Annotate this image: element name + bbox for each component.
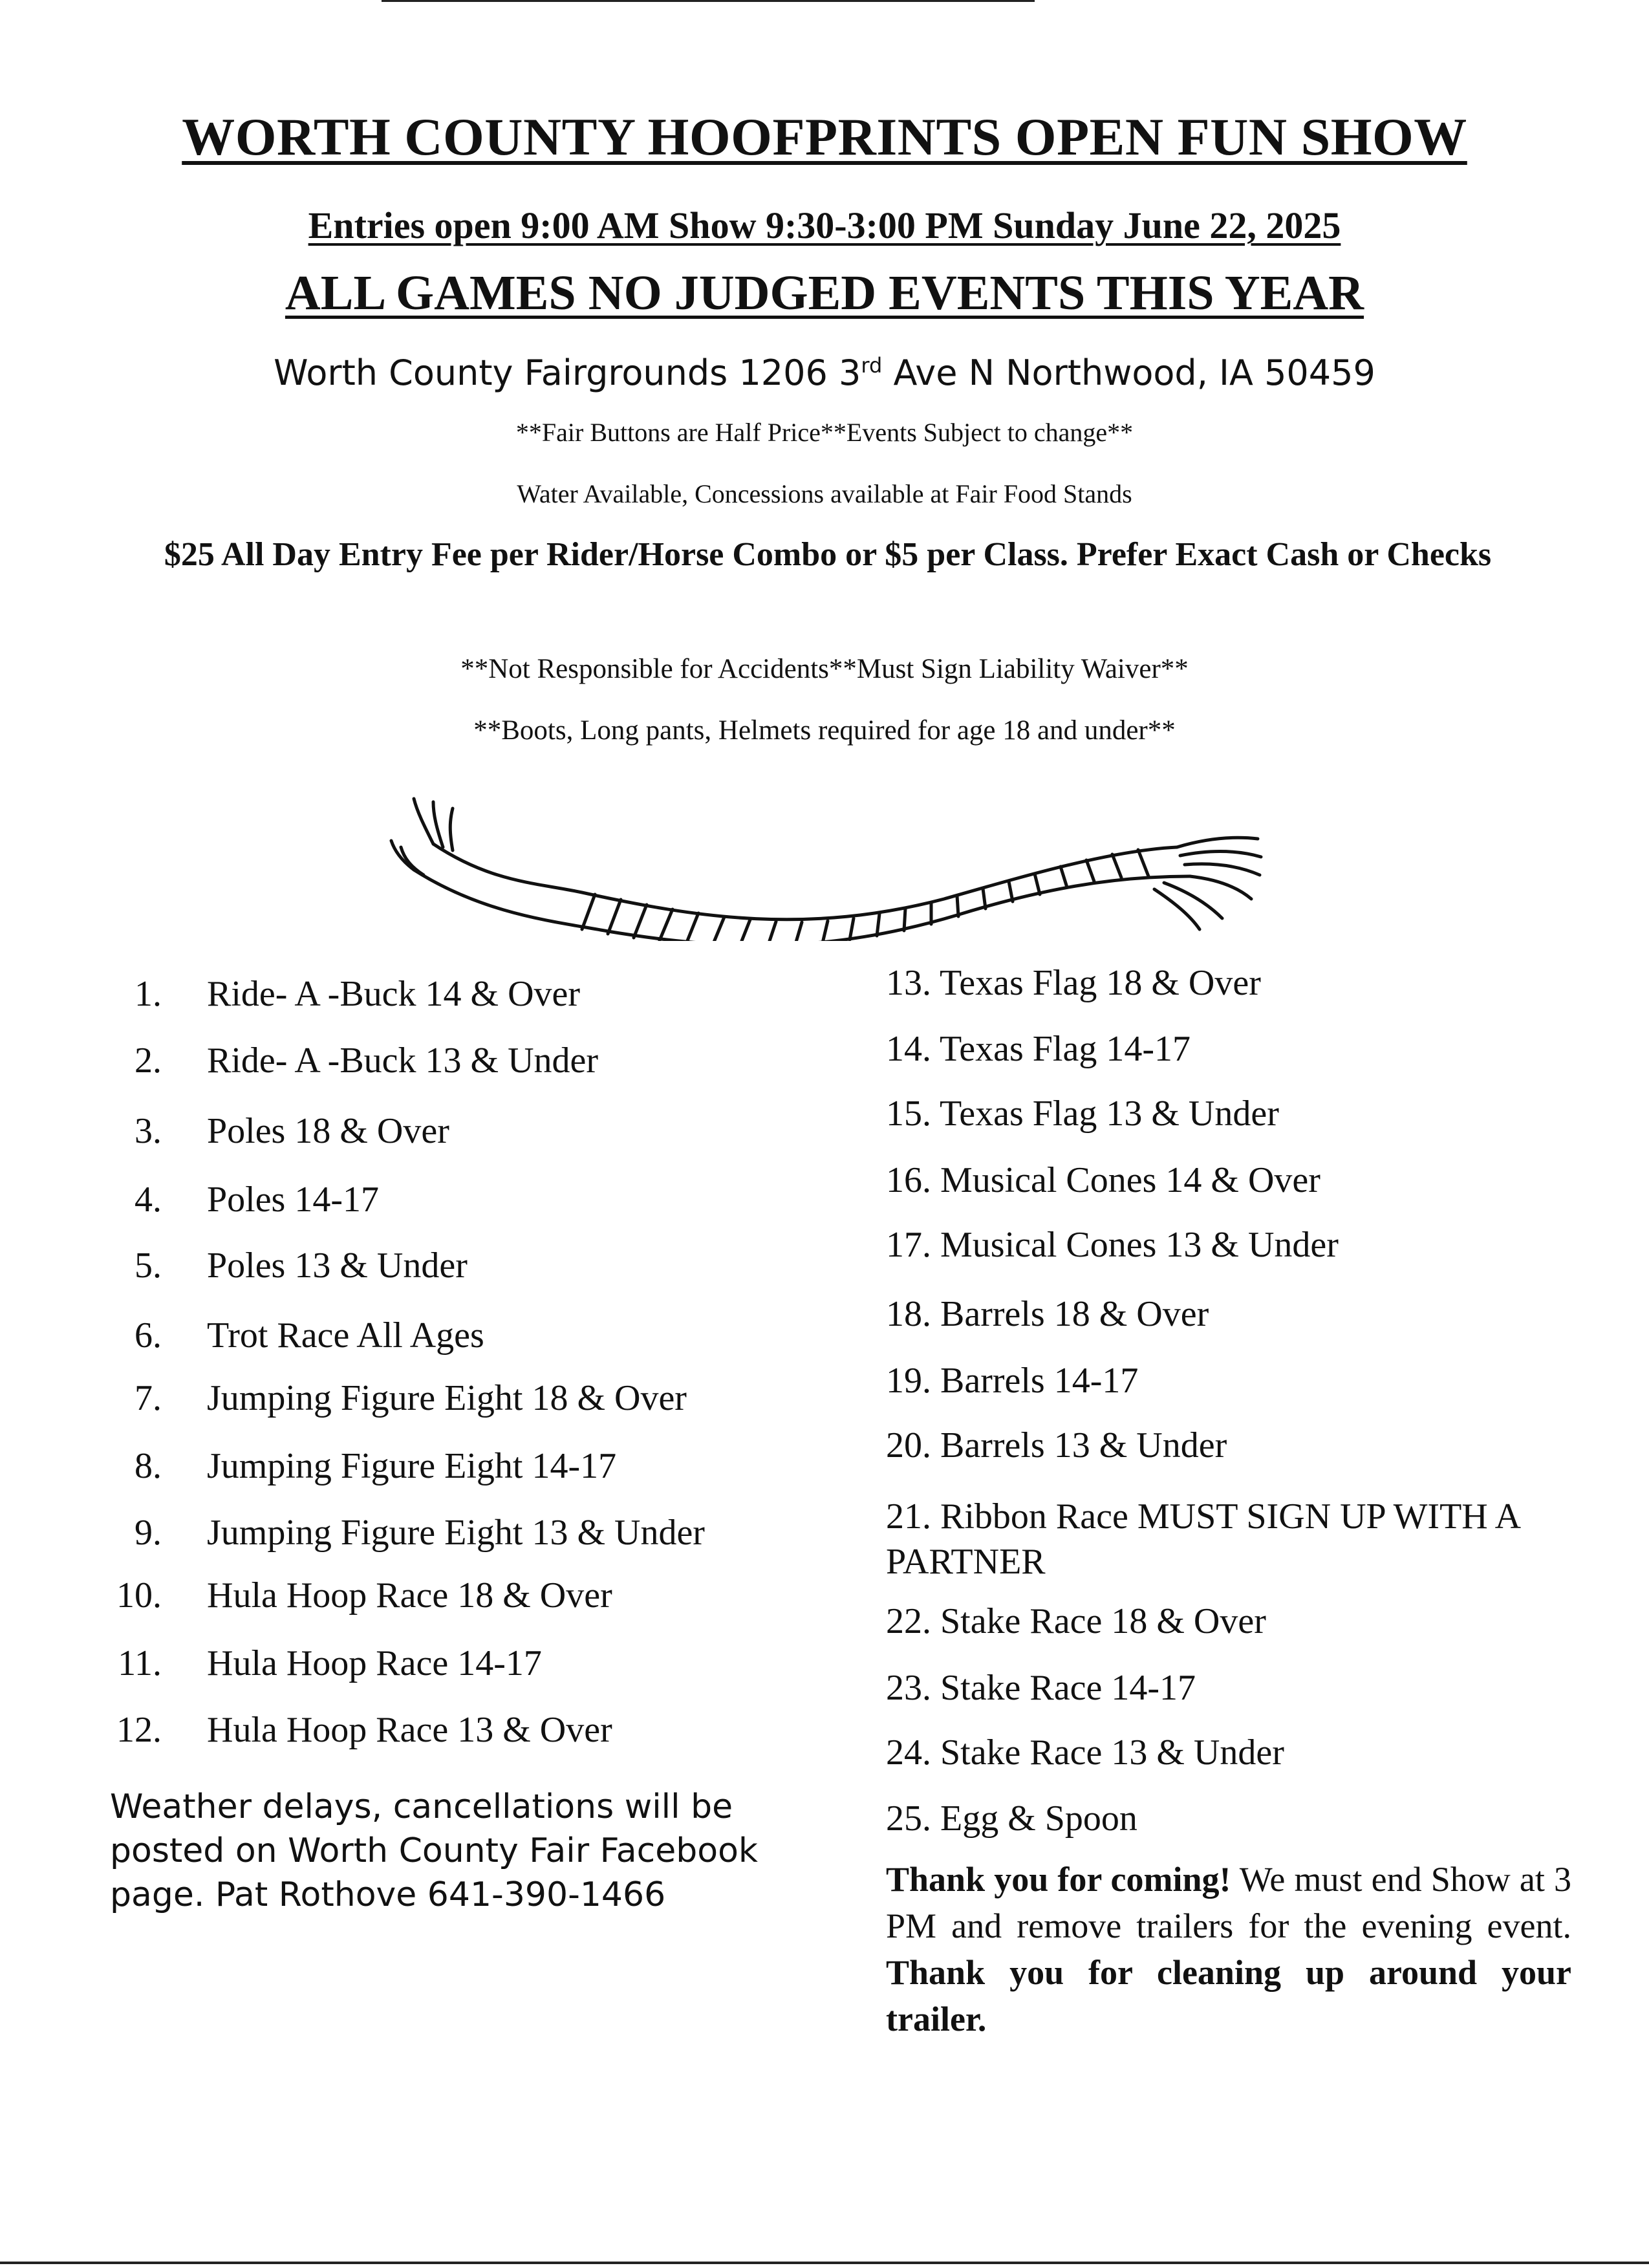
list-item: 25. Egg & Spoon bbox=[886, 1798, 1137, 1839]
closing-note bbox=[886, 1856, 1571, 2042]
list-item: 19. Barrels 14-17 bbox=[886, 1361, 1139, 1401]
event-number: 11. bbox=[118, 1643, 162, 1683]
list-item: 15. Texas Flag 13 & Under bbox=[886, 1094, 1279, 1134]
list-item: 20. Barrels 13 & Under bbox=[886, 1425, 1227, 1465]
event-name: Ride- A -Buck 13 & Under bbox=[207, 1041, 599, 1081]
closing-text: We must end Show at 3 PM and remove trailers for the evening event. bbox=[886, 1860, 1572, 1945]
event-number: 12. bbox=[116, 1710, 162, 1750]
event-name: Jumping Figure Eight 18 & Over bbox=[207, 1378, 687, 1418]
water-note: Water Available, Concessions available at Fair Food Stands bbox=[517, 479, 1132, 508]
event-number: 9. bbox=[135, 1513, 162, 1553]
event-number: 10. bbox=[116, 1575, 162, 1615]
rope-divider-icon bbox=[388, 786, 1267, 941]
event-name: Jumping Figure Eight 13 & Under bbox=[207, 1513, 705, 1553]
list-item: 22. Stake Race 18 & Over bbox=[886, 1601, 1266, 1641]
attire-warning: **Boots, Long pants, Helmets required for age 18 and under** bbox=[473, 715, 1176, 746]
event-name: Poles 18 & Over bbox=[207, 1111, 449, 1151]
event-number: 7. bbox=[135, 1378, 162, 1418]
list-item: 18. Barrels 18 & Over bbox=[886, 1294, 1209, 1334]
list-item: 17. Musical Cones 13 & Under bbox=[886, 1225, 1339, 1265]
event-name: Poles 13 & Under bbox=[207, 1246, 468, 1286]
games-banner: ALL GAMES NO JUDGED EVENTS THIS YEAR bbox=[285, 266, 1364, 320]
entry-fee: $25 All Day Entry Fee per Rider/Horse Combo or $5 per Class. Prefer Exact Cash or Checks bbox=[164, 536, 1492, 573]
list-item: 14. Texas Flag 14-17 bbox=[886, 1029, 1191, 1069]
venue-address bbox=[97, 352, 1552, 393]
event-number: 1. bbox=[135, 974, 162, 1014]
liability-warning: **Not Responsible for Accidents**Must Sign Liability Waiver** bbox=[460, 654, 1189, 684]
scan-top-line bbox=[382, 0, 1035, 2]
event-number: 8. bbox=[135, 1446, 162, 1486]
event-name: Hula Hoop Race 14-17 bbox=[207, 1643, 542, 1683]
show-schedule: Entries open 9:00 AM Show 9:30-3:00 PM Sunday June 22, 2025 bbox=[308, 204, 1341, 246]
scan-bottom-line bbox=[0, 2262, 1649, 2264]
page-title: WORTH COUNTY HOOFPRINTS OPEN FUN SHOW bbox=[182, 107, 1467, 166]
event-number: 6. bbox=[135, 1315, 162, 1355]
event-name: Hula Hoop Race 18 & Over bbox=[207, 1575, 612, 1615]
venue-ordinal: rd bbox=[861, 353, 883, 378]
event-name: Hula Hoop Race 13 & Over bbox=[207, 1710, 612, 1750]
list-item: 24. Stake Race 13 & Under bbox=[886, 1733, 1284, 1773]
venue-text-start: Worth County Fairgrounds 1206 3 bbox=[274, 352, 861, 393]
buttons-note: **Fair Buttons are Half Price**Events Subject to change** bbox=[515, 418, 1134, 447]
event-number: 5. bbox=[135, 1246, 162, 1286]
event-number: 2. bbox=[135, 1041, 162, 1081]
venue-text-end: Ave N Northwood, IA 50459 bbox=[882, 352, 1375, 393]
cleanup-note: Thank you for cleaning up around your trailer. bbox=[886, 1953, 1571, 2038]
weather-notice: Weather delays, cancellations will be posted on Worth County Fair Facebook page. Pat Rothove 641-390-1466 bbox=[110, 1787, 758, 1914]
event-name: Jumping Figure Eight 14-17 bbox=[207, 1446, 617, 1486]
list-item: 23. Stake Race 14-17 bbox=[886, 1668, 1196, 1708]
event-number: 4. bbox=[135, 1180, 162, 1220]
thanks-heading: Thank you for coming! bbox=[886, 1860, 1231, 1899]
list-item: 16. Musical Cones 14 & Over bbox=[886, 1160, 1320, 1200]
event-name: Trot Race All Ages bbox=[207, 1315, 484, 1355]
event-name: Poles 14-17 bbox=[207, 1180, 379, 1220]
event-name: Ride- A -Buck 14 & Over bbox=[207, 974, 581, 1014]
list-item: 13. Texas Flag 18 & Over bbox=[886, 963, 1261, 1003]
event-number: 3. bbox=[135, 1111, 162, 1151]
list-item: 21. Ribbon Race MUST SIGN UP WITH A PARTNER bbox=[886, 1496, 1519, 1582]
